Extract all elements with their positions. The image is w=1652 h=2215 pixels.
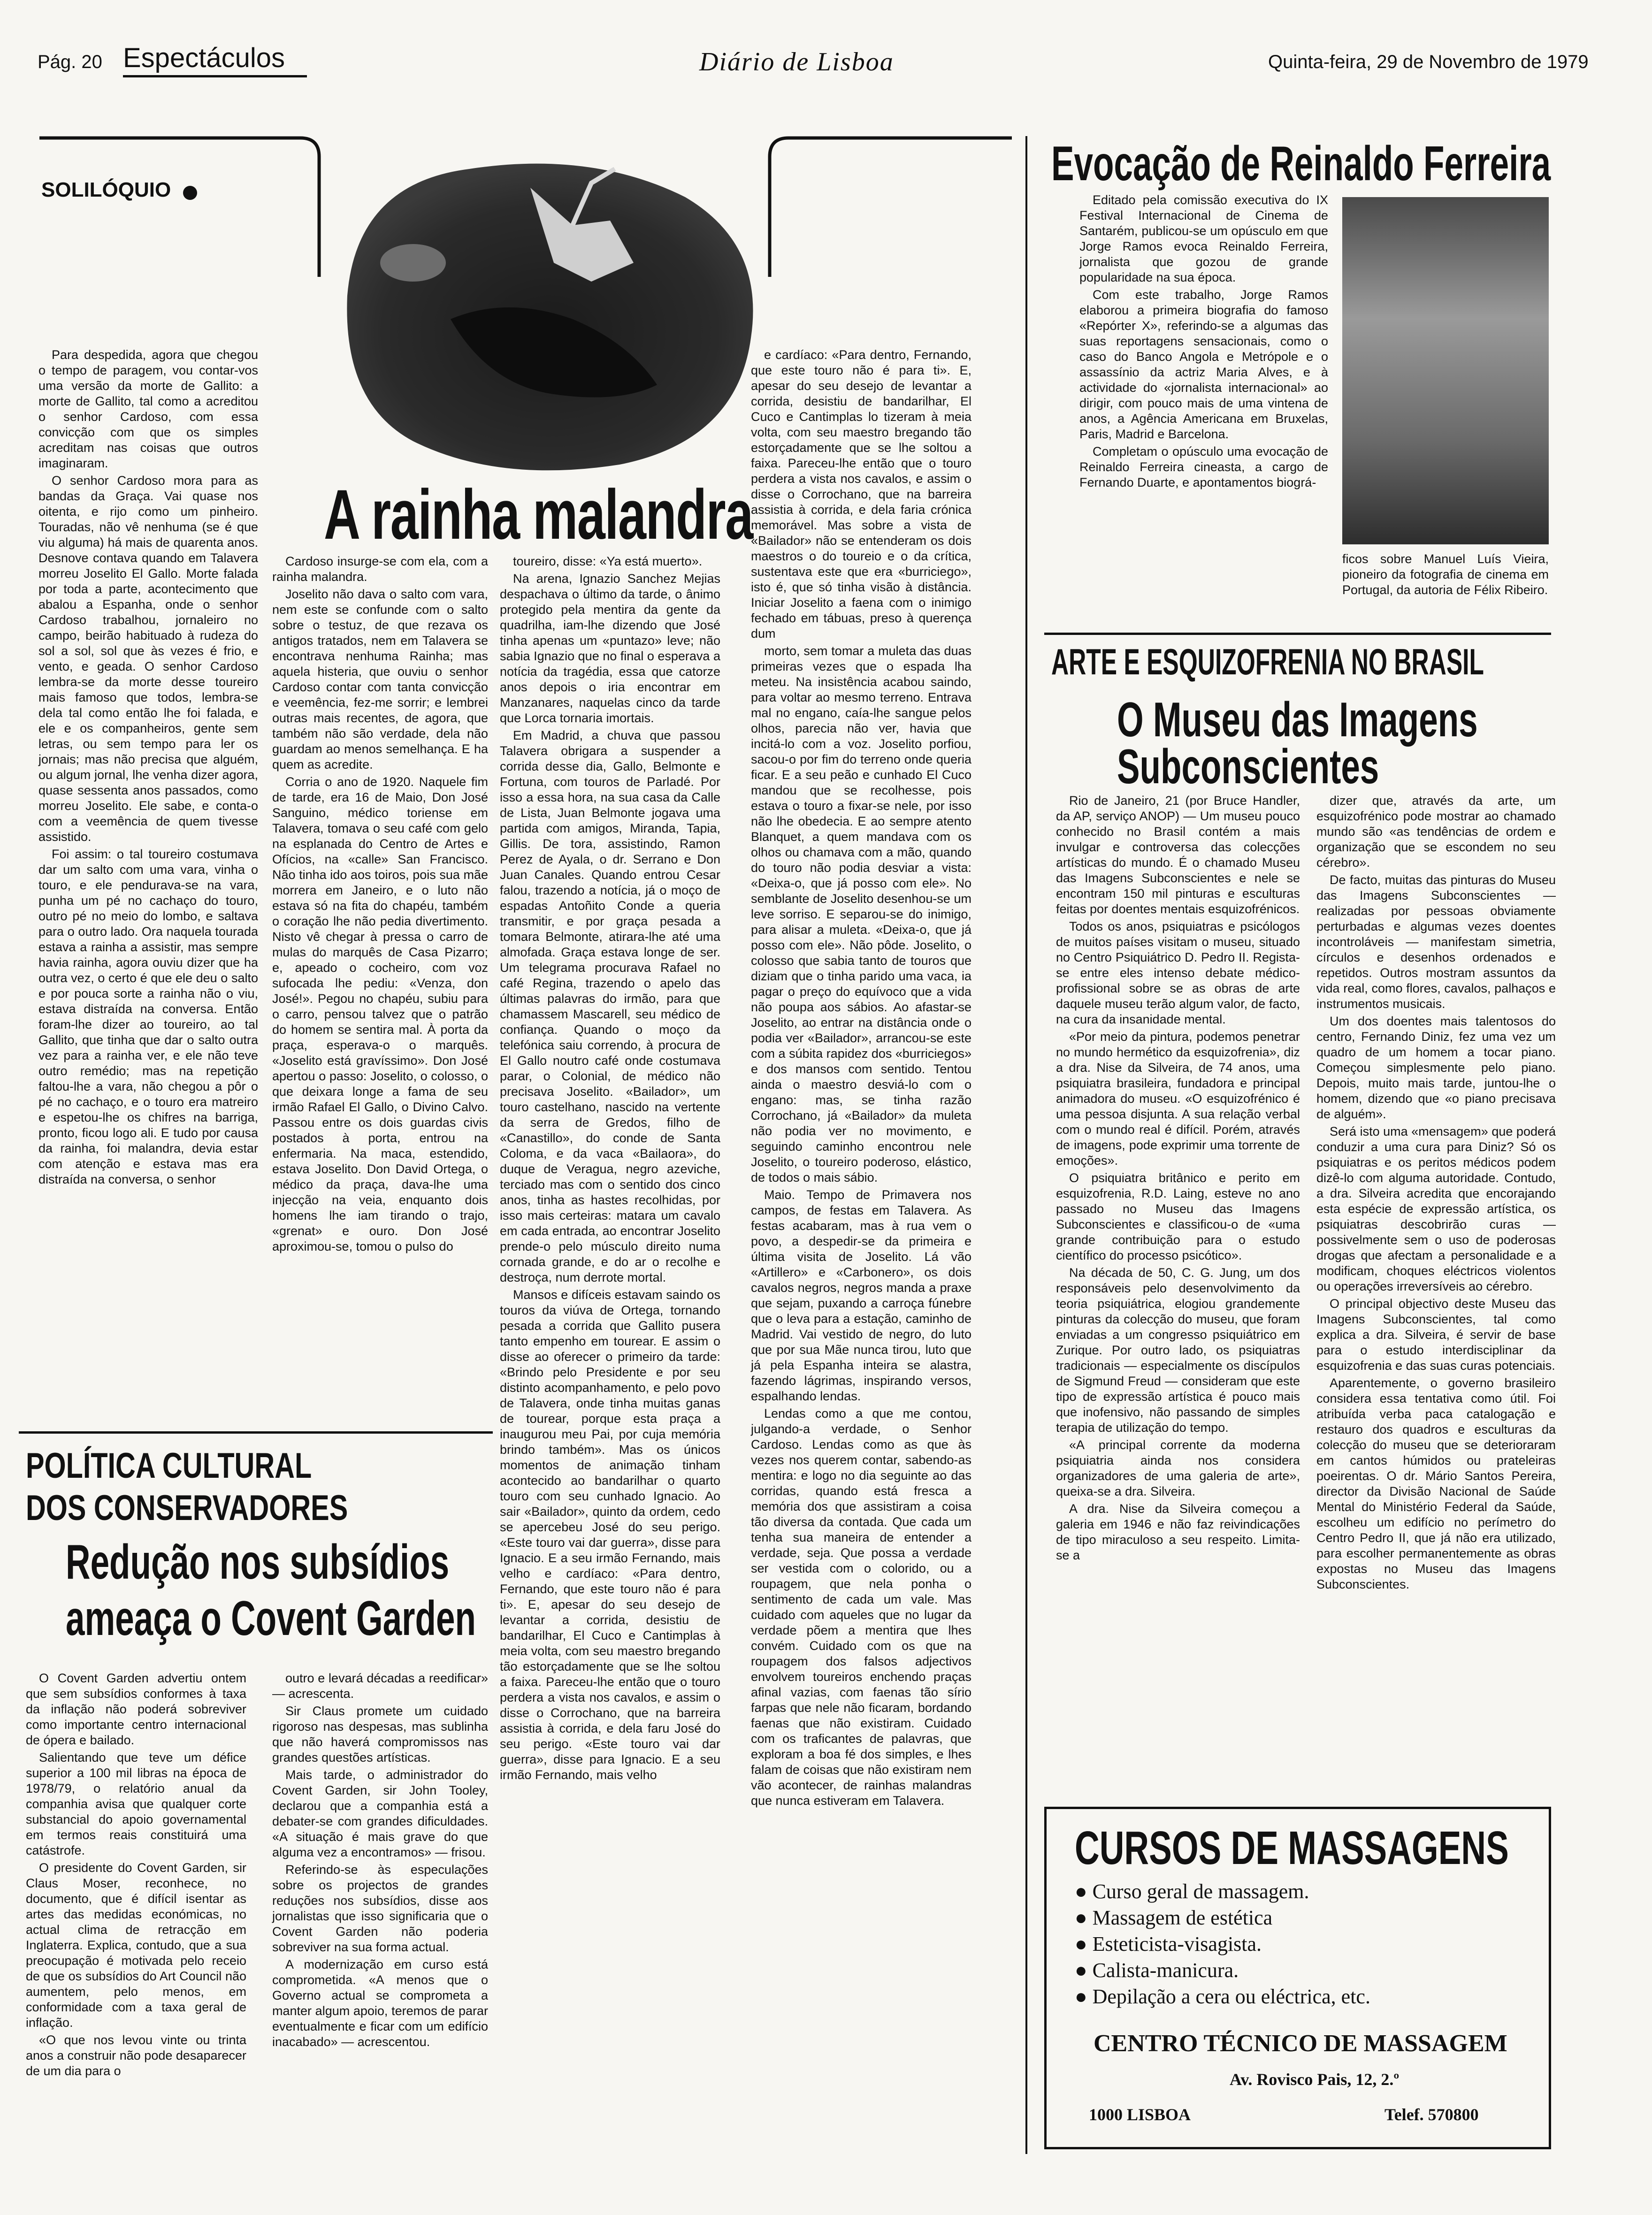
paragraph: Mansos e difíceis estavam saindo os touros da viúva de Ortega, tornando pesada a corrida que Gallito pusera tanto empenho em tourear. E assim o disse ao oferecer o primeiro da tarde: «Brindo pelo Presidente e por seu distinto acompanhamento, e pelo povo de Talavera, onde tinha muitas ganas de tourear, porque esta praça a inaugurou meu Pai, por cuja memória brindo também». Mas os únicos momentos de animação tinham acontecido ao bandarilhar o quarto touro com seu cunhado Ignacio. Ao sair «Bailador», quinto da ordem, cedo se apercebeu José do seu perigo. «Este touro vai dar guerra», disse para Ignacio. E a seu irmão Fernando, mais velho e cardíaco: «Para dentro, Fernando, que este touro não é para ti». E, apesar do seu desejo de levantar a corrida, desistiu de bandarilhar, El Cuco e Cantimplas à meia volta, com seu maestro bregando tão estorçadamente que se lhe soltou a faixa. Pareceu-lhe então que o touro perdera a vista nos cavalos, e assim o disse o Corrochano, que na barreira assistia à corrida, e dela faru José do seu perigo. «Este touro vai dar guerra», disse para Ignacio. E a seu irmão Fernando, mais velho xyxy=(500,1288,724,1782)
cursos-title: CURSOS DE MASSAGENS xyxy=(1075,1822,1509,1874)
soliloquio-col-3 xyxy=(500,554,724,2215)
paragraph: «O que nos levou vinte ou trinta anos a construir não pode desaparecer de um dia para o xyxy=(26,2033,250,2078)
list-item xyxy=(1075,1905,1525,1931)
kicker-dot-icon xyxy=(183,186,197,200)
paragraph: outro e levará décadas a reedificar» — acrescenta. xyxy=(272,1671,492,1701)
bullet-icon: ● xyxy=(1075,1906,1087,1929)
paragraph: De facto, muitas das pinturas do Museu das Imagens Subconscientes — realizadas por pessoas obviamente perturbadas e algumas vezes doentes incontroláveis — manifestam simetria, círculos e desenhos ordenados e repetidos. Outros mostram assuntos da vida real, como flores, cavalos, palhaços e instrumentos musicais. xyxy=(1316,873,1560,1011)
section-title: Espectáculos xyxy=(123,43,285,73)
paragraph: O Covent Garden advertiu ontem que sem subsídios conformes à taxa da inflação não poderá sobreviver como importante centro internacional de ópera e bailado. xyxy=(26,1671,250,1747)
portrait-photo xyxy=(1342,197,1549,544)
soliloquio-headline: A rainha malandra xyxy=(324,475,753,554)
museu-headline-2: Subconscientes xyxy=(1117,740,1379,794)
paragraph: O principal objectivo deste Museu das Imagens Subconscientes, tal como explica a dra. Silveira, é servir de base para o estudo interdisciplinar da esquizofrenia e das suas curas potenciais. xyxy=(1316,1297,1560,1373)
paragraph: Lendas como a que me contou, julgando-a verdade, o Senhor Cardoso. Lendas como as que às vezes nos querem contar, sabendo-as mentira: e logo no dia seguinte ao das corridas, quando está fresca a memória dos que assistiram a coisa tão diversa da contada. Que cada um tenha sua maneira de entender a verdade, seja. Que possa a verdade ser vestida com o colorido, ou a roupagem, que nela ponha o sentimento de cada um vale. Mas cuidado com aqueles que no lugar da verdade põem a mentira que lhes convém. Cuidado com os que na roupagem dos falsos adjectivos envolvem toureiros enchendo praças afinal vazias, com faenas tão sírio farpas que nele não ficaram, bordando faenas que não existiram. Cuidado com os traficantes de palavras, que exploram a boa fé dos simples, e lhes falam de coisas que não existiram nem vão acontecer, de rainhas malandras que nunca estiveram em Talavera. xyxy=(751,1406,975,1808)
list-item-label: Depilação a cera ou eléctrica, etc. xyxy=(1092,1985,1370,2008)
paragraph: Cardoso insurge-se com ela, com a rainha malandra. xyxy=(272,554,492,584)
paragraph: morto, sem tomar a muleta das duas primeiras vezes que o espada lha meteu. Na insistência acabou saindo, para voltar ao mesmo terreno. Entrava mal no engano, caía-lhe sangue pelos olhos, parecia não ver, havia que incitá-lo com a voz. Joselito porfiou, sacou-o por fim do terreno onde queria ficar. E a seu peão e cunhado El Cuco mandou que se recolhesse, pois estava o touro a fixar-se nele, por isso não lhe obedecia. E ao sempre atento Blanquet, a quem mandava com os olhos ou chamava com a mão, quando do touro não podia desviar a vista: «Deixa-o, que já posso com ele». No semblante de Joselito desenhou-se um leve sorriso. E separou-se do inimigo, para alisar a muleta. «Deixa-o, que já posso com ele». Não pôde. Joselito, o colosso que sabia tanto de touros que diziam que o tinha parido uma vaca, ia pagar o preço do equívoco que a vida não poupa aos sábios. Ao afastar-se Joselito, ao entrar na distância onde o podia ver «Bailador», arrancou-se este com a súbita rapidez dos «burriciegos» e dos mansos com sentido. Tentou ainda o maestro desviá-lo com o engano: mas, se tinha razão Corrochano, já «Bailador» da muleta não podia ver no movimento, e seguindo caminho encontrou nele Joselito, o toureiro poderoso, elástico, de todos o mais sábio. xyxy=(751,644,975,1184)
list-item xyxy=(1075,1931,1525,1957)
section-divider xyxy=(1044,633,1551,635)
list-item-label: Calista-manicura. xyxy=(1092,1959,1239,1982)
museu-kicker: ARTE E ESQUIZOFRENIA NO BRASIL xyxy=(1051,641,1484,682)
page-number: Pág. 20 xyxy=(38,52,102,72)
museu-headline-1: O Museu das Imagens xyxy=(1117,693,1478,747)
evocacao-body xyxy=(1079,192,1332,624)
bullet-icon: ● xyxy=(1075,1985,1087,2008)
politica-kicker-2: DOS CONSERVADORES xyxy=(26,1488,348,1528)
paragraph: Na década de 50, C. G. Jung, um dos responsáveis pelo desenvolvimento da teoria psiquiátrica, elogiou grandemente pinturas da colecção do museu, que foram enviadas a um congresso psiquiátrico em Zurique. Por outro lado, os psiquiatras tradicionais — especialmente os discípulos de Sigmund Freud — consideram que este tipo de expressão artística é pouco mais que inofensivo, não passando de simples terapia de utilização do tempo. xyxy=(1056,1266,1304,1435)
soliloquio-col-1 xyxy=(38,347,262,1483)
column-divider xyxy=(1025,136,1027,2154)
portrait-caption: ficos sobre Manuel Luís Vieira, pioneiro da fotografia de cinema em Portugal, da autoria de Félix Ribeiro. xyxy=(1342,552,1549,597)
paragraph: Sir Claus promete um cuidado rigoroso nas despesas, mas sublinha que não haverá compromissos nas grandes questões artísticas. xyxy=(272,1704,492,1764)
paragraph: Em Madrid, a chuva que passou Talavera obrigara a suspender a corrida desse dia, Gallo, Belmonte e Fortuna, com touros de Parladé. Por isso a essa hora, na sua casa da Calle de Lista, Juan Belmonte jogava uma partida com amigos, Miranda, Tapia, Gillis. De tora, assistindo, Ramon Perez de Ayala, o dr. Serrano e Don Juan Canales. Quando entrou Cesar falou, trazendo a notícia, já o moço de espadas Antoñito Conde a queria transmitir, e por graça pesada a tomara Belmonte, atirara-lhe até uma almofada. Graça estava longe de ser. Um telegrama procurava Rafael no café Regina, trazendo o apelo das últimas palavras do irmão, para que chamassem Mascarell, seu médico de confiança. Quando o moço da telefónica saiu correndo, à procura de El Gallo noutro café onde costumava parar, o Colonial, de médico não precisava Joselito. «Bailador», um touro castelhano, nascido na vertente da serra de Gredos, filho de «Canastillo», do conde de Santa Coloma, e da vaca «Bailaora», do duque de Veragua, negro azeviche, terciado mas com o sentido dos cinco anos, tinha as hastes recolhidas, por isso mais certeiras: matara um cavalo em cada entrada, ao encontrar Joselito prende-o pelo músculo direito numa cornada grande, e do ar o recolhe e destroça, num derrote mortal. xyxy=(500,728,724,1284)
paragraph: «Por meio da pintura, podemos penetrar no mundo hermético da esquizofrenia», diz a dra. Nise da Silveira, de 74 anos, uma psiquiatra brasileira, fundadora e principal animadora do museu. «O esquizofrénico é uma pessoa disjunta. A sua relação verbal com o mundo real é difícil. Porém, através de imagens, pode exprimir uma torrente de emoções». xyxy=(1056,1030,1304,1168)
cursos-list xyxy=(1075,1879,1525,2010)
paragraph: dizer que, através da arte, um esquizofrénico pode mostrar ao chamado mundo são «as tendências de ordem e organização que se escondem no seu cérebro». xyxy=(1316,794,1560,870)
header-underline xyxy=(123,75,307,77)
list-item-label: Massagem de estética xyxy=(1092,1906,1273,1929)
museu-col-1 xyxy=(1056,793,1304,1802)
centro-city: 1000 LISBOA xyxy=(1089,2105,1191,2124)
section-divider xyxy=(19,1431,493,1434)
paragraph: Salientando que teve um défice superior a 100 mil libras na época de 1978/79, o relatório anual da companhia avisa que qualquer corte substancial do apoio governamental em termos reais constituirá uma catástrofe. xyxy=(26,1750,250,1857)
cursos-ad xyxy=(1044,1807,1551,2149)
bullfight-photo xyxy=(329,141,779,479)
centro-phone: Telef. 570800 xyxy=(1384,2105,1479,2124)
politica-headline-1: Redução nos subsídios xyxy=(66,1535,450,1589)
masthead-logo: Diário de Lisboa xyxy=(699,47,894,76)
paragraph: A modernização em curso está comprometida. «A menos que o Governo actual se comprometa a manter algum apoio, teremos de parar eventualmente e ficar com um edifício inacabado» — acrescentou. xyxy=(272,1957,492,2049)
politica-headline-2: ameaça o Covent Garden xyxy=(66,1591,476,1646)
paragraph: Joselito não dava o salto com vara, nem este se confunde com o salto sobre o testuz, de que rezava os antigos tratados, nem em Talavera se encontrava nenhuma Rainha; mas aquela histeria, que ouviu o senhor Cardoso contar com tanta convicção e veemência, fez-me sorrir; e lembrei outras mais recentes, de agora, que também não são verdade, dela não guardam ao menos semelhança. E ha quem as acredite. xyxy=(272,587,492,771)
evocacao-headline: Evocação de Reinaldo Ferreira xyxy=(1051,137,1551,191)
bullet-icon: ● xyxy=(1075,1880,1087,1903)
soliloquio-col-4 xyxy=(751,347,975,2215)
list-item-label: Curso geral de massagem. xyxy=(1092,1880,1309,1903)
paragraph: Mais tarde, o administrador do Covent Garden, sir John Tooley, declarou que a companhia está a debater-se com grandes dificuldades. «A situação é mais grave do que alguma vez a encontramos» — frisou. xyxy=(272,1768,492,1859)
list-item xyxy=(1075,1879,1525,1905)
museu-article xyxy=(1032,636,1643,1804)
paragraph: Aparentemente, o governo brasileiro considera essa tentativa como útil. Foi atribuída verba paca catalogação e restauro dos quadros e esculturas da colecção do museu que se deterioraram em cantos húmidos ou prateleiras poeirentas. O dr. Mário Santos Pereira, director da Divisão Nacional de Saúde Mental do Ministério Federal da Saúde, escolheu um edifício no perímetro do Centro Pedro II, que já não era utilizado, para escolher permanentemente as obras expostas no Museu das Imagens Subconscientes. xyxy=(1316,1376,1560,1591)
paragraph: O psiquiatra britânico e perito em esquizofrenia, R.D. Laing, esteve no ano passado no Museu das Imagens Subconscientes e classificou-o de «uma grande contribuição para o estudo científico do processo psicótico». xyxy=(1056,1171,1304,1262)
paragraph: Foi assim: o tal toureiro costumava dar um salto com uma vara, vinha o touro, e ele pendurava-se na vara, punha um pé no cachaço do touro, outro pé no meio do lombo, e saltava para o outro lado. Ora naquela tourada estava a rainha a assistir, mas sempre havia rainha, agora ouviu dizer que ha outra vez, o certo é que ele deu o salto e por pouca sorte a rainha não o viu, estava distraída na conversa. Então foram-lhe dizer ao toureiro, ao tal Gallito, que tinha que dar o salto outra vez para a rainha ver, e ele não teve outro remédio; mas na repetição faltou-lhe a vara, não chegou a pôr o pé no cachaço, e o touro era matreiro e espetou-lhe os chifres na barriga, pronto, ficou logo ali. E tudo por causa da rainha, foi malandra, devia estar com atenção e estava mas era distraída na conversa, o senhor xyxy=(38,847,262,1186)
paragraph: Editado pela comissão executiva do IX Festival Internacional de Cinema de Santarém, publicou-se um opúsculo em que Jorge Ramos evoca Reinaldo Ferreira, jornalista que gozou de grande popularidade na sua época. xyxy=(1079,193,1332,284)
issue-date: Quinta-feira, 29 de Novembro de 1979 xyxy=(1268,52,1589,72)
paragraph: e cardíaco: «Para dentro, Fernando, que este touro não é para ti». E, apesar do seu desejo de levantar a corrida, desistiu de bandarilhar, El Cuco e Cantimplas lo tizeram à meia volta, com seu maestro bregando tão estorçadamente que se lhe soltou a faixa. Pareceu-lhe então que o touro perdera a vista nos cavalos, e assim o disse o Corrochano, que na barreira assistia à corrida, e dela faria crónica memorável. Mas sobre a vista de «Bailador» não se entenderam os dois maestros o do toureio e o da crítica, sustentava este que era «burriciego», isto é, que só tinha visão à distância. Iniciar Joselito a faena com o inimigo fechado em tábuas, preso à querença dum xyxy=(751,348,975,641)
list-item xyxy=(1075,1957,1525,1984)
paragraph: Com este trabalho, Jorge Ramos elaborou a primeira biografia do famoso «Repórter X», referindo-se a algumas das suas reportagens sensacionais, como o caso do Banco Angola e Metrópole e o assassínio da actriz Maria Alves, e à actividade do «jornalista internacional» ao dirigir, com pouco mais de uma vintena de anos, a Agência Americana em Bruxelas, Paris, Madrid e Barcelona. xyxy=(1079,288,1332,441)
paragraph: Um dos doentes mais talentosos do centro, Fernando Diniz, fez uma vez um quadro de um homem a tocar piano. Começou simplesmente pelo piano. Depois, muito mais tarde, juntou-lhe o homem, dizendo que «o piano precisava de alguém». xyxy=(1316,1014,1560,1121)
soliloquio-kicker: SOLILÓQUIO xyxy=(41,178,171,201)
politica-article xyxy=(0,1436,497,2168)
bullet-icon: ● xyxy=(1075,1959,1087,1982)
paragraph: «A principal corrente da moderna psiquiatria ainda nos considera organizadores de uma galeria de arte», queixa-se a dra. Silveira. xyxy=(1056,1438,1304,1498)
paragraph: Completam o opúsculo uma evocação de Reinaldo Ferreira cineasta, a cargo de Fernando Duarte, e apontamentos biográ- xyxy=(1079,444,1332,489)
politica-col-2 xyxy=(272,1671,492,2168)
bullet-icon: ● xyxy=(1075,1932,1087,1955)
page-header xyxy=(0,0,1652,80)
soliloquio-col-2 xyxy=(272,554,492,1483)
paragraph: Rio de Janeiro, 21 (por Bruce Handler, da AP, serviço ANOP) — Um museu pouco conhecido no Brasil contém a mais invulgar e controversa das colecções artísticas do mundo. É o chamado Museu das Imagens Subconscientes e nele se encontram 150 mil pinturas e esculturas feitas por doentes mentais esquizofrénicos. xyxy=(1056,794,1304,916)
evocacao-article xyxy=(1032,127,1643,634)
paragraph: Na arena, Ignazio Sanchez Mejias despachava o último da tarde, o ânimo protegido pela mentira da gente da quadrilha, iam-lhe dizendo que José tinha apenas um «puntazo» leve; não sabia Ignazio que no final o esperava a notícia da tragédia, essa que catorze anos depois o iria encontrar em Manzanares, naquelas cinco da tarde que Lorca tornaria imortais. xyxy=(500,572,724,725)
paragraph: toureiro, disse: «Ya está muerto». xyxy=(513,554,703,568)
centro-name: CENTRO TÉCNICO DE MASSAGEM xyxy=(1094,2030,1507,2057)
paragraph: Todos os anos, psiquiatras e psicólogos de muitos países visitam o museu, situado no Centro Psiquiátrico D. Pedro II. Regista-se entre eles intenso debate médico-profissional sobre se as obras de arte daquele museu terão algum valor, de facto, na cura da insanidade mental. xyxy=(1056,919,1304,1026)
museu-col-2 xyxy=(1316,793,1560,1802)
paragraph: Corria o ano de 1920. Naquele fim de tarde, era 16 de Maio, Don José Sanguino, médico toriense em Talavera, tomava o seu café com gelo na esplanada do Centro de Artes e Ofícios, na «calle» San Francisco. Não tinha ido aos toiros, pois sua mãe morrera em Janeiro, e o luto não estava só na fita do chapéu, também o coração lhe não pedia divertimento. Nisto vê chegar à pressa o carro de mulas do marquês de Casa Pizarro; e, apeado o cocheiro, com voz sufocada lhe pediu: «Venza, don José!». Pegou no chapéu, subiu para o carro, pensou talvez que o patrão do homem se sentira mal. À porta da praça, esperava-o o marquês. «Joselito está gravíssimo». Don José apertou o passo: Joselito, o colosso, o que deixara longe a fama de seu irmão Rafael El Gallo, o Divino Calvo. Passou entre os dois guardas civis postados à porta, entrou na enfermaria. Na maca, estendido, estava Joselito. Don David Ortega, o médico da praça, dava-lhe uma injecção na veia, enquanto dois homens lhe iam tirando o trajo, «grenat» e ouro. Don José aproximou-se, tomou o pulso do xyxy=(272,775,492,1253)
paragraph: O presidente do Covent Garden, sir Claus Moser, reconhece, no documento, que é difícil isentar as artes das medidas económicas, no actual clima de retracção em Inglaterra. Explica, contudo, que a sua preocupação é motivada pelo receio de que os subsídios do Art Council não aumentem, pelo menos, em conformidade com a taxa geral de inflação. xyxy=(26,1861,250,2030)
centro-address: Av. Rovisco Pais, 12, 2.º xyxy=(1230,2070,1400,2089)
paragraph: O senhor Cardoso mora para as bandas da Graça. Vai quase nos oitenta, e rijo como um pinheiro. Touradas, não vê nenhuma (se é que viu alguma) há mais de quarenta anos. Desnove contava quando em Talavera morreu Joselito El Gallo. Morte falada por toda a parte, acontecimento que abalou a Espanha, onde o senhor Cardoso trabalhou, jornaleiro no campo, beirão habituado à rudeza do sol a sol, sol que às vezes é frio, e vento, e geada. O senhor Cardoso lembra-se da morte desse toureiro mais famoso que todos, lembra-se dela tal como então lhe foi falada, e ele e os companheiros, gente sem letras, ou sem tempo para ler os jornais; mas não precisa que alguém, ou algum jornal, lhe venha dizer agora, quase sessenta anos passados, como morreu Joselito. Ele sabe, e conta-o com a veemência de quem tivesse assistido. xyxy=(38,474,262,844)
politica-kicker-1: POLÍTICA CULTURAL xyxy=(26,1446,312,1486)
paragraph: A dra. Nise da Silveira começou a galeria em 1946 e não faz reivindicações de tipo miraculoso a seu respeito. Limita-se a xyxy=(1056,1502,1304,1562)
list-item xyxy=(1075,1984,1525,2010)
list-item-label: Esteticista-visagista. xyxy=(1092,1932,1262,1955)
paragraph: Para despedida, agora que chegou o tempo de paragem, vou contar-vos uma versão da morte de Gallito: a morte de Gallito, tal como a acreditou o senhor Cardoso, com essa convicção com que os simples acreditam nas coisas que outros imaginaram. xyxy=(38,348,262,470)
paragraph: Será isto uma «mensagem» que poderá conduzir a uma cura para Diniz? Só os psiquiatras e os peritos médicos podem dizê-lo com alguma autoridade. Contudo, a dra. Silveira acredita que encorajando esta espécie de expressão artística, os psiquiatras descobrirão curas — possivelmente sem o uso de poderosas drogas que afectam a personalidade e a modificam, choques eléctricos violentos ou operações irreversíveis ao cérebro. xyxy=(1316,1124,1560,1293)
paragraph: Referindo-se às especulações sobre os projectos de grandes reduções nos subsídios, disse aos jornalistas que isso significaria que o Covent Garden não poderia sobreviver na sua forma actual. xyxy=(272,1863,492,1954)
paragraph: Maio. Tempo de Primavera nos campos, de festas em Talavera. As festas acabaram, mas à rua vem o povo, a despedir-se da primeira e última visita de Joselito. Lá vão «Artillero» e «Carbonero», os dois cavalos negros, negros manda a praxe que sejam, puxando a carroça fúnebre que o leva para a estação, caminho de Madrid. Vai vestido de negro, do luto que por sua Mãe nunca tirou, luto que já pela Espanha inteira se alastra, fazendo lágrimas, inspirando versos, espalhando lendas. xyxy=(751,1188,975,1403)
politica-col-1 xyxy=(26,1671,250,2168)
